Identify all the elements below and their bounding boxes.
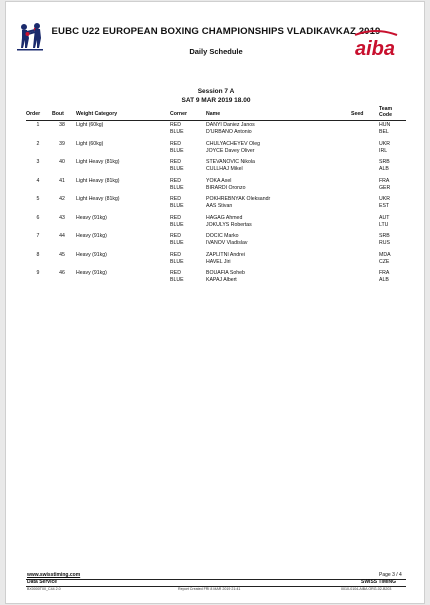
red-team-code: UKR	[379, 196, 390, 202]
weight-cell: Heavy (91kg)	[76, 270, 107, 276]
corner-red: RED	[170, 177, 181, 184]
col-team-line2: Code	[379, 112, 392, 118]
footer-data-service: Data Service	[27, 579, 58, 585]
corner-blue: BLUE	[170, 277, 184, 283]
red-team-code: SRB	[379, 159, 390, 165]
blue-team-code: RUS	[379, 240, 390, 246]
footer-version-code: 0010-0104-AIBA ORG-02-B203	[341, 587, 392, 591]
blue-boxer-name: JOKULYS Robertas	[206, 221, 252, 228]
corner-red: RED	[170, 251, 181, 258]
bout-cell: 41	[59, 177, 65, 184]
table-row	[6, 233, 426, 251]
table-row	[6, 141, 426, 159]
page-title: EUBC U22 EUROPEAN BOXING CHAMPIONSHIPS VLADIKAVKAZ 2019	[51, 26, 381, 37]
weight-cell: Light Heavy (81kg)	[76, 196, 120, 202]
blue-team-code: LTU	[379, 221, 389, 228]
bout-cell: 46	[59, 270, 65, 276]
blue-team-code: CZE	[379, 258, 390, 265]
footer-report-created: Report Created FRI 8 MAR 2019 21:41	[178, 587, 241, 591]
order-cell: 2	[36, 140, 40, 147]
corner-red: RED	[170, 214, 181, 221]
bout-cell: 39	[59, 140, 65, 147]
col-bout: Bout	[52, 111, 64, 117]
corner-blue: BLUE	[170, 166, 184, 172]
red-boxer-name: CHULYACHEYEV Oleg	[206, 140, 261, 147]
bout-cell: 45	[59, 251, 65, 258]
red-boxer-name: YOKA Axel	[206, 177, 232, 184]
weight-cell: Light (60kg)	[76, 140, 104, 147]
col-seed: Seed	[351, 111, 364, 117]
red-boxer-name: POKHREBNYAK Oleksandr	[206, 196, 271, 202]
col-name: Name	[206, 111, 221, 117]
bout-cell: 44	[59, 233, 65, 239]
red-team-code: FRA	[379, 177, 390, 184]
order-cell: 9	[36, 270, 40, 276]
weight-cell: Heavy (91kg)	[76, 214, 107, 221]
corner-red: RED	[170, 159, 181, 165]
weight-cell: Light (60kg)	[76, 122, 104, 128]
blue-team-code: IRL	[379, 147, 388, 154]
corner-blue: BLUE	[170, 221, 184, 228]
weight-cell: Light Heavy (81kg)	[76, 159, 120, 165]
footer-rule	[26, 579, 406, 580]
blue-boxer-name: IVANOV Vladislav	[206, 240, 248, 246]
red-team-code: SRB	[379, 233, 390, 239]
order-cell: 8	[36, 251, 40, 258]
footer-page: Page 3 / 4	[379, 572, 402, 578]
corner-red: RED	[170, 233, 181, 239]
red-team-code: HUN	[379, 122, 391, 128]
blue-team-code: ALB	[379, 166, 389, 172]
order-cell: 1	[36, 122, 40, 128]
blue-team-code: EST	[379, 203, 390, 209]
red-boxer-name: HAGAG Ahmed	[206, 214, 243, 221]
footer-doc-code: BX0000T00_C44 2.0	[27, 587, 61, 591]
order-cell: 3	[36, 159, 40, 165]
bout-cell: 38	[59, 122, 65, 128]
table-row	[6, 215, 426, 233]
aiba-logo-icon	[345, 29, 405, 63]
red-team-code: UKR	[379, 140, 390, 147]
col-corner: Corner	[170, 111, 188, 117]
schedule-page	[5, 1, 425, 604]
red-boxer-name: BOUAFIA Soheb	[206, 270, 245, 276]
table-row	[6, 270, 426, 288]
corner-blue: BLUE	[170, 240, 184, 246]
red-boxer-name: DOCIC Marko	[206, 233, 239, 239]
aiba-logo-text: aiba	[354, 38, 396, 60]
order-cell: 5	[36, 196, 40, 202]
col-order: Order	[26, 111, 41, 117]
corner-red: RED	[170, 122, 181, 128]
red-boxer-name: DANYI Daniez Janos	[206, 122, 255, 128]
blue-boxer-name: KAPAJ Albert	[206, 277, 237, 283]
col-weight: Weight Category	[76, 111, 118, 117]
session-name: Session 7 A	[197, 88, 235, 95]
blue-boxer-name: CULLHAJ Mikel	[206, 166, 243, 172]
weight-cell: Heavy (91kg)	[76, 251, 107, 258]
corner-blue: BLUE	[170, 184, 184, 191]
table-row	[6, 196, 426, 214]
blue-boxer-name: HAVEL Jiri	[206, 258, 231, 265]
aiba-logo	[345, 29, 405, 63]
weight-cell: Heavy (91kg)	[76, 233, 107, 239]
weight-cell: Light Heavy (81kg)	[76, 177, 120, 184]
order-cell: 7	[36, 233, 40, 239]
blue-boxer-name: JOYCE Davey Oliver	[206, 147, 255, 154]
corner-blue: BLUE	[170, 129, 184, 135]
bout-cell: 40	[59, 159, 65, 165]
red-team-code: FRA	[379, 270, 390, 276]
corner-red: RED	[170, 196, 181, 202]
blue-boxer-name: D'URBANO Antonio	[206, 129, 252, 135]
table-row	[6, 159, 426, 177]
corner-red: RED	[170, 140, 181, 147]
corner-blue: BLUE	[170, 203, 184, 209]
order-cell: 4	[36, 177, 40, 184]
red-team-code: MDA	[379, 251, 391, 258]
table-row	[6, 252, 426, 270]
bout-cell: 43	[59, 214, 65, 221]
blue-team-code: BEL	[379, 129, 389, 135]
table-header	[6, 105, 426, 120]
order-cell: 6	[36, 214, 40, 221]
footer-website: www.swisstiming.com	[27, 572, 81, 578]
page-subtitle: Daily Schedule	[189, 47, 243, 56]
blue-team-code: ALB	[379, 277, 389, 283]
blue-boxer-name: BIRARDI Oronzo	[206, 184, 246, 191]
bout-cell: 42	[59, 196, 65, 202]
col-team-line1: Team	[379, 106, 393, 112]
red-boxer-name: STEVANOVIC Nikola	[206, 159, 255, 165]
blue-boxer-name: AAS Stivan	[206, 203, 233, 209]
corner-blue: BLUE	[170, 147, 184, 154]
session-date: SAT 9 MAR 2019 18.00	[181, 97, 251, 104]
footer-brand: SWISS TIMING	[361, 579, 396, 585]
header-rule	[26, 120, 406, 121]
table-row	[6, 122, 426, 140]
blue-team-code: GER	[379, 184, 391, 191]
red-boxer-name: ZAPLITNI Andrei	[206, 251, 245, 258]
corner-blue: BLUE	[170, 258, 184, 265]
table-row	[6, 178, 426, 196]
red-team-code: AUT	[379, 214, 390, 221]
corner-red: RED	[170, 270, 181, 276]
